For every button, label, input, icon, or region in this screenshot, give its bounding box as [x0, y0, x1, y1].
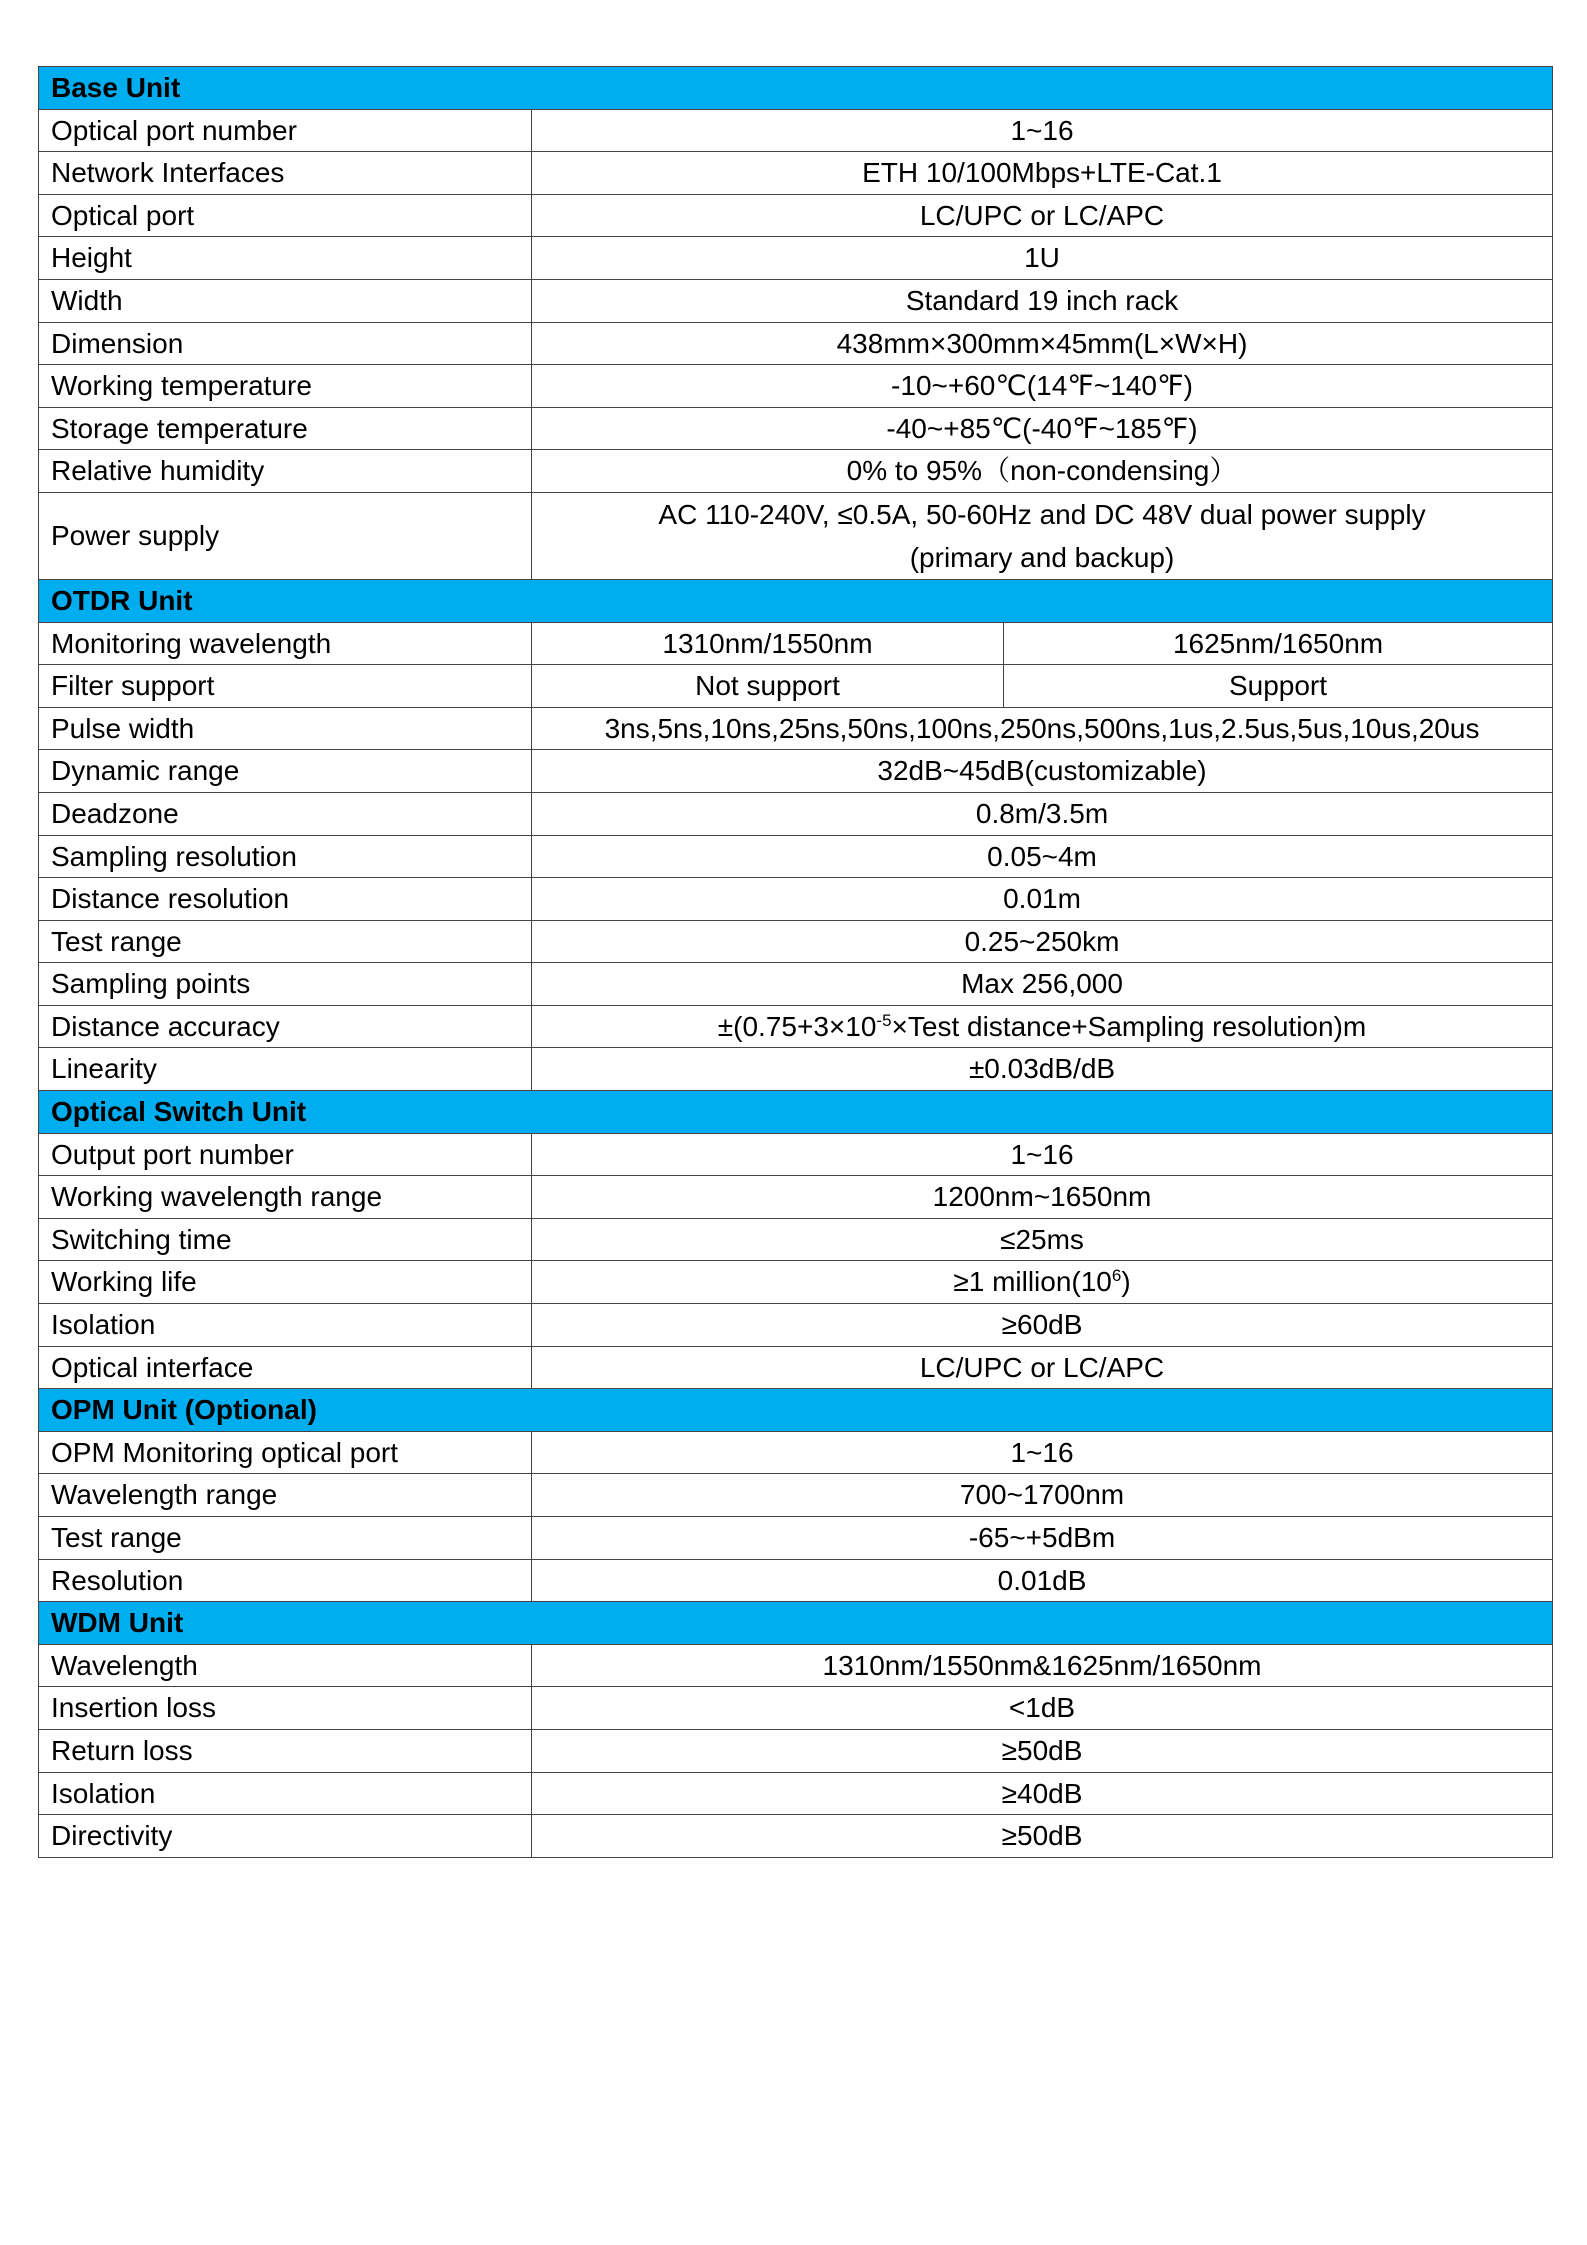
row-label: Wavelength — [39, 1644, 532, 1687]
row-value: 1~16 — [532, 1431, 1553, 1474]
row-value — [532, 1261, 1553, 1304]
section-title: Optical Switch Unit — [39, 1091, 1553, 1134]
table-row — [39, 152, 1553, 195]
row-label: Dimension — [39, 322, 532, 365]
row-label: Working wavelength range — [39, 1176, 532, 1219]
table-row — [39, 1176, 1553, 1219]
table-row — [39, 1346, 1553, 1389]
row-value-b: 1625nm/1650nm — [1004, 622, 1553, 665]
row-value-b: Support — [1004, 665, 1553, 708]
row-value-a: Not support — [532, 665, 1004, 708]
table-row — [39, 835, 1553, 878]
row-label: Network Interfaces — [39, 152, 532, 195]
row-label: Test range — [39, 1517, 532, 1560]
table-row — [39, 1644, 1553, 1687]
table-row — [39, 450, 1553, 493]
row-value: 1~16 — [532, 109, 1553, 152]
table-row — [39, 622, 1553, 665]
row-value: ≥40dB — [532, 1772, 1553, 1815]
row-label: Dynamic range — [39, 750, 532, 793]
row-value: 0.05~4m — [532, 835, 1553, 878]
section-header-base-unit — [39, 67, 1553, 110]
row-label: Return loss — [39, 1729, 532, 1772]
row-value: <1dB — [532, 1687, 1553, 1730]
table-row — [39, 750, 1553, 793]
table-row — [39, 1133, 1553, 1176]
table-row — [39, 109, 1553, 152]
value-text: ±(0.75+3×10 — [717, 1010, 877, 1042]
row-value-a: 1310nm/1550nm — [532, 622, 1004, 665]
row-value: ≥60dB — [532, 1304, 1553, 1347]
table-row — [39, 878, 1553, 921]
table-row — [39, 322, 1553, 365]
row-value: ETH 10/100Mbps+LTE-Cat.1 — [532, 152, 1553, 195]
row-label: Isolation — [39, 1772, 532, 1815]
row-value: 0.25~250km — [532, 920, 1553, 963]
section-title: OPM Unit (Optional) — [39, 1389, 1553, 1432]
row-value: ≤25ms — [532, 1218, 1553, 1261]
table-row — [39, 1815, 1553, 1858]
table-row — [39, 237, 1553, 280]
row-label: Sampling points — [39, 963, 532, 1006]
table-row — [39, 707, 1553, 750]
table-row — [39, 1261, 1553, 1304]
row-value: LC/UPC or LC/APC — [532, 194, 1553, 237]
section-title: Base Unit — [39, 67, 1553, 110]
row-value: LC/UPC or LC/APC — [532, 1346, 1553, 1389]
row-value: 438mm×300mm×45mm(L×W×H) — [532, 322, 1553, 365]
row-label: Working temperature — [39, 365, 532, 408]
section-title: WDM Unit — [39, 1602, 1553, 1645]
row-label: Resolution — [39, 1559, 532, 1602]
section-title: OTDR Unit — [39, 579, 1553, 622]
row-value: 0.8m/3.5m — [532, 792, 1553, 835]
row-label: Monitoring wavelength — [39, 622, 532, 665]
value-text: ) — [1121, 1266, 1131, 1298]
row-value — [532, 1005, 1553, 1048]
section-header-wdm-unit — [39, 1602, 1553, 1645]
table-row — [39, 1218, 1553, 1261]
table-row — [39, 407, 1553, 450]
row-label: Working life — [39, 1261, 532, 1304]
row-label: Switching time — [39, 1218, 532, 1261]
row-label: Relative humidity — [39, 450, 532, 493]
row-value: 1U — [532, 237, 1553, 280]
table-row — [39, 1687, 1553, 1730]
row-label: Output port number — [39, 1133, 532, 1176]
row-value: ±0.03dB/dB — [532, 1048, 1553, 1091]
row-label: Deadzone — [39, 792, 532, 835]
row-label: Sampling resolution — [39, 835, 532, 878]
row-label: Distance resolution — [39, 878, 532, 921]
spec-table — [38, 66, 1553, 1858]
table-row — [39, 1517, 1553, 1560]
row-label: Pulse width — [39, 707, 532, 750]
row-label: Optical port number — [39, 109, 532, 152]
row-label: Wavelength range — [39, 1474, 532, 1517]
row-value: 0.01dB — [532, 1559, 1553, 1602]
row-label: Optical interface — [39, 1346, 532, 1389]
row-value: 3ns,5ns,10ns,25ns,50ns,100ns,250ns,500ns,1us,2.5us,5us,10us,20us — [532, 707, 1553, 750]
table-row — [39, 365, 1553, 408]
row-value: ≥50dB — [532, 1729, 1553, 1772]
value-line: (primary and backup) — [909, 541, 1175, 573]
value-superscript: -5 — [876, 1010, 892, 1030]
row-label: Insertion loss — [39, 1687, 532, 1730]
table-row — [39, 1431, 1553, 1474]
row-value: 700~1700nm — [532, 1474, 1553, 1517]
row-value: Standard 19 inch rack — [532, 279, 1553, 322]
value-text: ×Test distance+Sampling resolution)m — [891, 1010, 1367, 1042]
value-text: ≥1 million(10 — [953, 1266, 1112, 1298]
row-value: 1310nm/1550nm&1625nm/1650nm — [532, 1644, 1553, 1687]
section-header-otdr-unit — [39, 579, 1553, 622]
table-row — [39, 1474, 1553, 1517]
row-value: -10~+60℃(14℉~140℉) — [532, 365, 1553, 408]
table-row — [39, 279, 1553, 322]
table-row — [39, 792, 1553, 835]
table-row — [39, 1729, 1553, 1772]
row-value: 0.01m — [532, 878, 1553, 921]
table-row — [39, 1005, 1553, 1048]
row-label: Filter support — [39, 665, 532, 708]
section-header-opm-unit — [39, 1389, 1553, 1432]
row-label: OPM Monitoring optical port — [39, 1431, 532, 1474]
row-label: Isolation — [39, 1304, 532, 1347]
row-value: -40~+85℃(-40℉~185℉) — [532, 407, 1553, 450]
row-value: Max 256,000 — [532, 963, 1553, 1006]
table-row — [39, 1048, 1553, 1091]
row-label: Distance accuracy — [39, 1005, 532, 1048]
value-line: AC 110-240V, ≤0.5A, 50-60Hz and DC 48V dual power supply — [658, 498, 1426, 530]
row-value-multiline — [532, 492, 1553, 579]
table-row — [39, 194, 1553, 237]
section-header-optical-switch-unit — [39, 1091, 1553, 1134]
row-value: 32dB~45dB(customizable) — [532, 750, 1553, 793]
row-value: -65~+5dBm — [532, 1517, 1553, 1560]
table-row — [39, 1772, 1553, 1815]
row-value: 1200nm~1650nm — [532, 1176, 1553, 1219]
table-row — [39, 665, 1553, 708]
row-label: Directivity — [39, 1815, 532, 1858]
table-row — [39, 492, 1553, 579]
row-label: Linearity — [39, 1048, 532, 1091]
row-label: Test range — [39, 920, 532, 963]
value-superscript: 6 — [1111, 1266, 1122, 1286]
row-value: ≥50dB — [532, 1815, 1553, 1858]
row-label: Width — [39, 279, 532, 322]
row-label: Optical port — [39, 194, 532, 237]
row-label: Storage temperature — [39, 407, 532, 450]
row-label: Height — [39, 237, 532, 280]
row-value: 0% to 95%（non-condensing） — [532, 450, 1553, 493]
table-row — [39, 963, 1553, 1006]
row-label: Power supply — [39, 492, 532, 579]
table-row — [39, 920, 1553, 963]
table-row — [39, 1559, 1553, 1602]
row-value: 1~16 — [532, 1133, 1553, 1176]
table-row — [39, 1304, 1553, 1347]
